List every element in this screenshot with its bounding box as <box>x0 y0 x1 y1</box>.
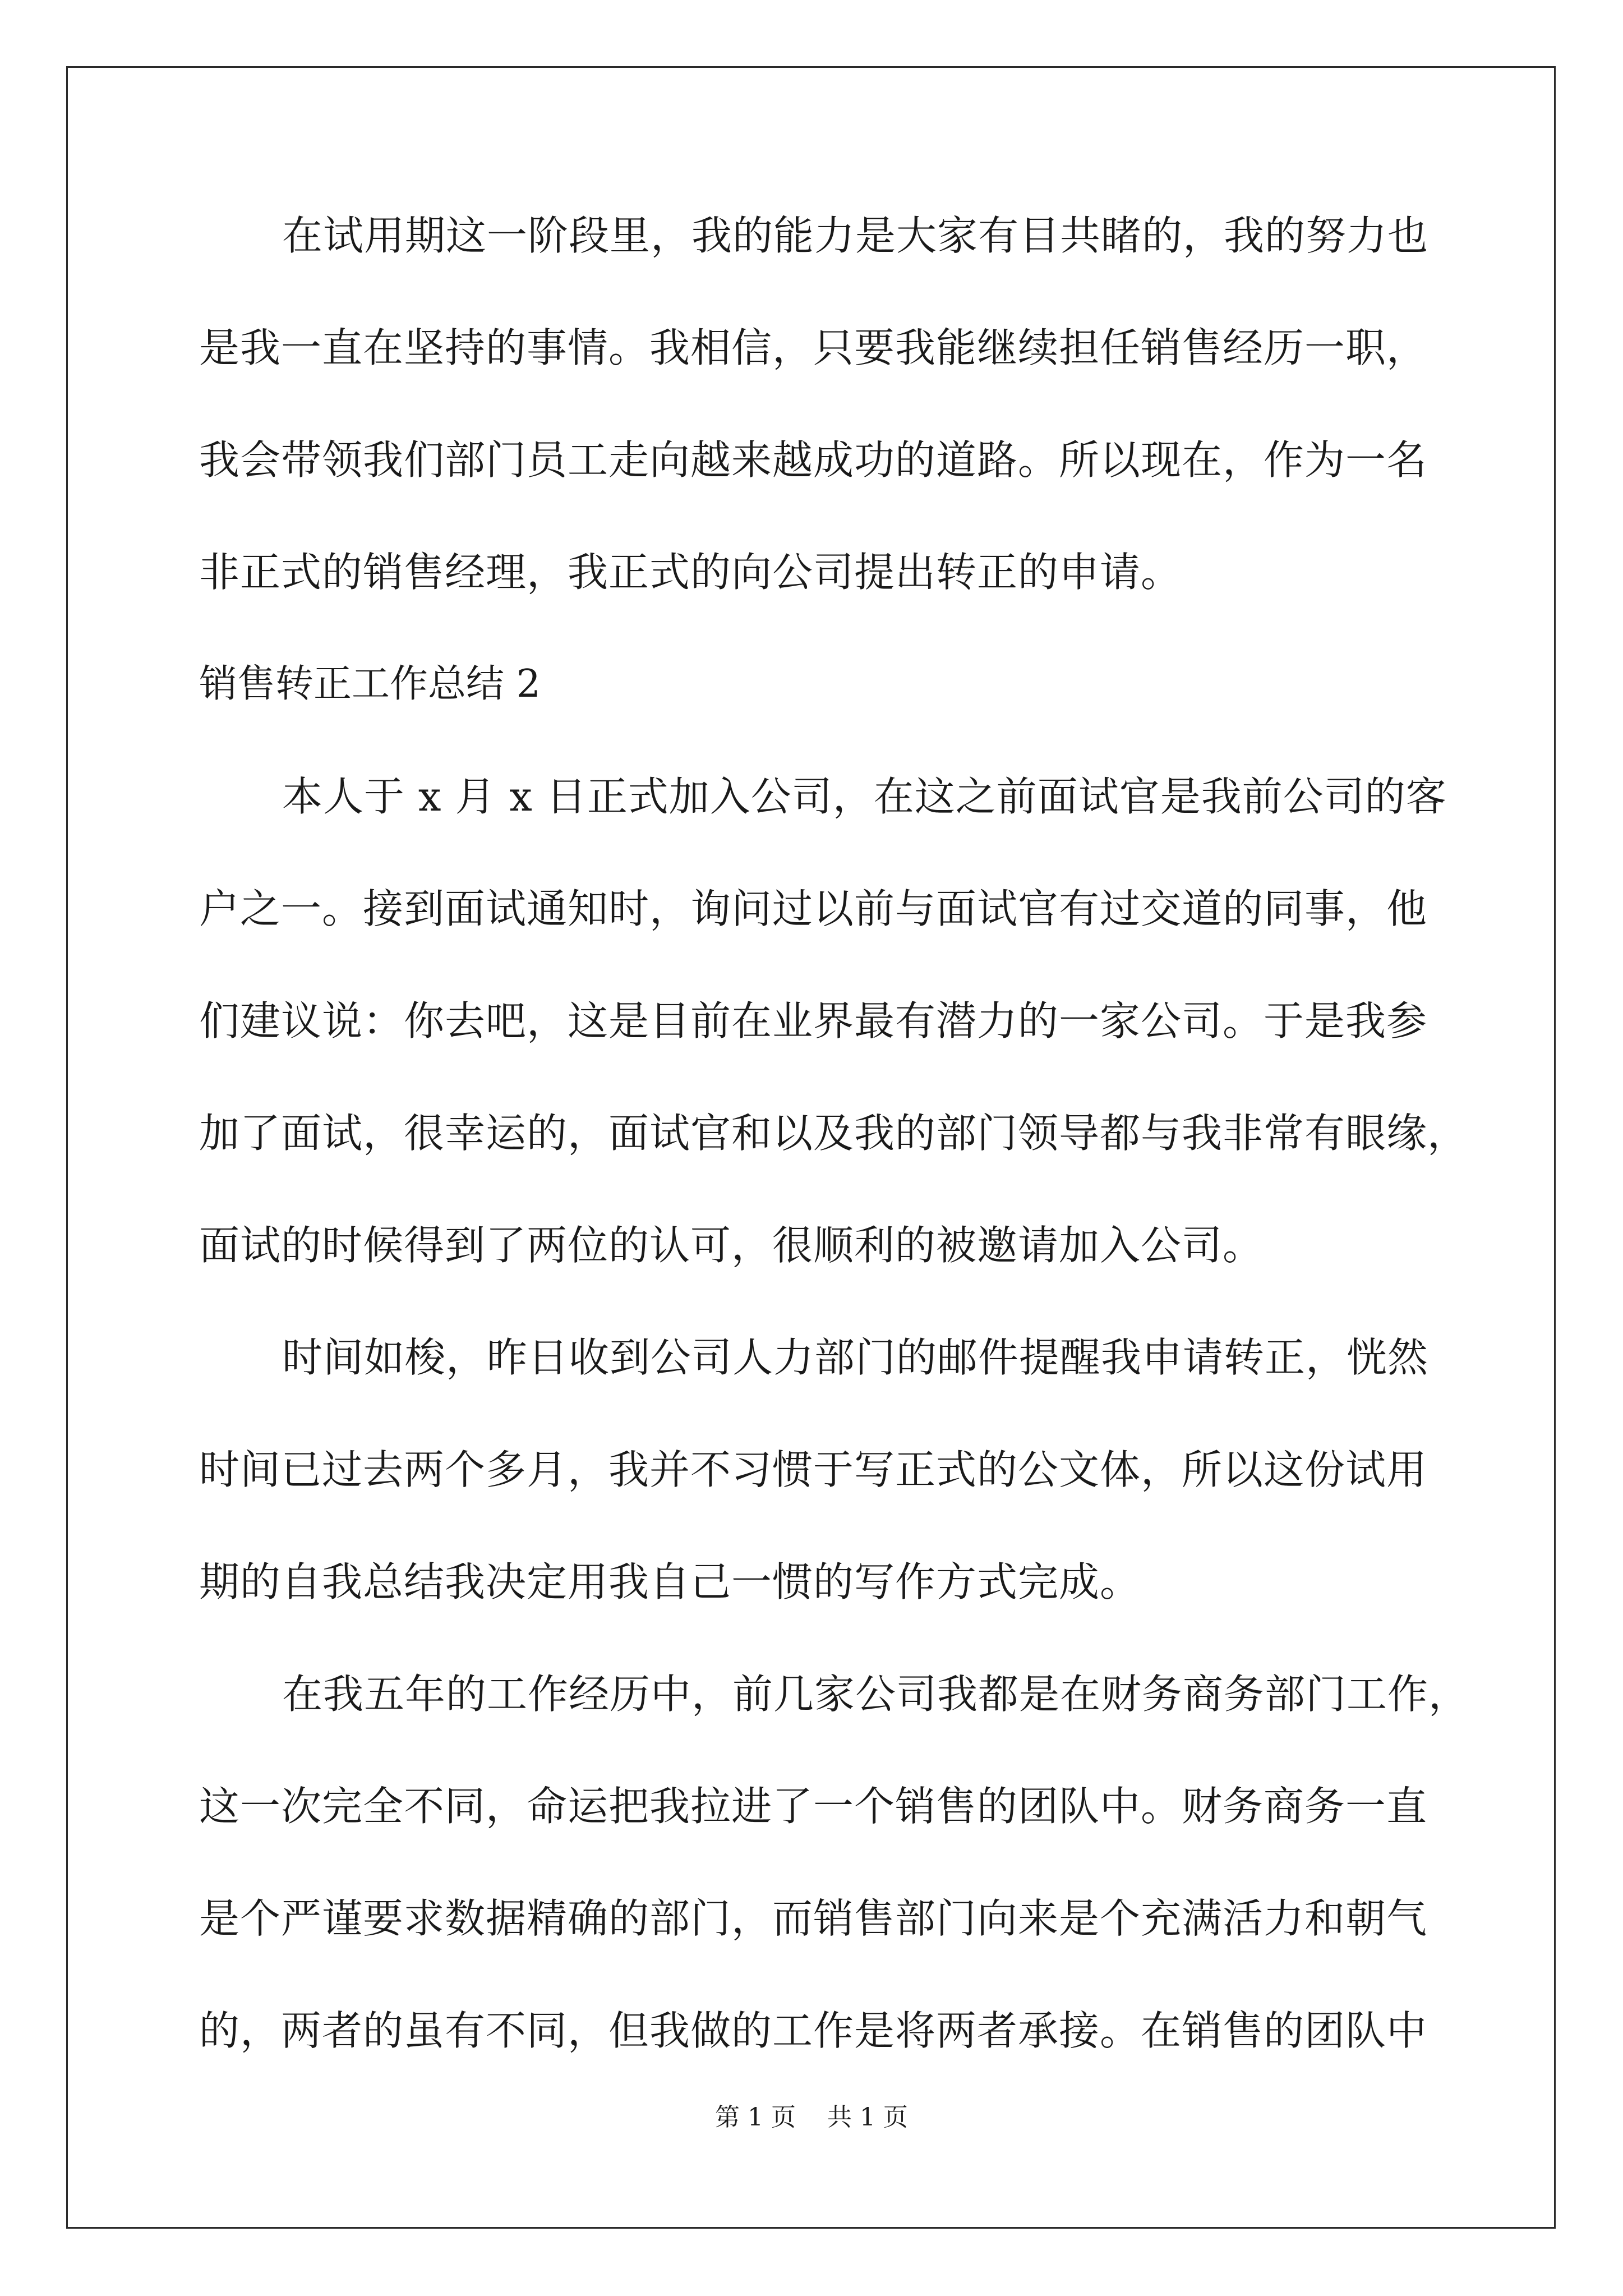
paragraph-line: 是我一直在坚持的事情。我相信，只要我能继续担任销售经历一职， <box>199 324 1428 371</box>
paragraph-line: 是个严谨要求数据精确的部门，而销售部门向来是个充满活力和朝气 <box>199 1895 1428 1942</box>
paragraph-3 <box>199 1329 1427 1666</box>
paragraph-line: 本人于 x 月 x 日正式加入公司，在这之前面试官是我前公司的客 <box>282 773 1447 820</box>
paragraph-line: 户之一。接到面试通知时，询问过以前与面试官有过交道的同事，他 <box>199 885 1428 932</box>
paragraph-line: 时间如梭，昨日收到公司人力部门的邮件提醒我申请转正，恍然 <box>282 1334 1429 1381</box>
paragraph-line: 期的自我总结我决定用我自己一惯的写作方式完成。 <box>199 1558 1141 1605</box>
paragraph-line: 在我五年的工作经历中，前几家公司我都是在财务商务部门工作， <box>282 1671 1470 1718</box>
paragraph-line: 在试用期这一阶段里，我的能力是大家有目共睹的，我的努力也 <box>282 212 1429 259</box>
page-number: 第 1 页 <box>715 2103 796 2132</box>
paragraph-line: 的，两者的虽有不同，但我做的工作是将两者承接。在销售的团队中 <box>199 2007 1428 2054</box>
paragraph-line: 这一次完全不同，命运把我拉进了一个销售的团队中。财务商务一直 <box>199 1783 1428 1830</box>
page-total: 共 1 页 <box>827 2103 908 2132</box>
paragraph-line: 时间已过去两个多月，我并不习惯于写正式的公文体，所以这份试用 <box>199 1446 1428 1493</box>
page-footer <box>0 2101 1623 2134</box>
paragraph-line: 们建议说：你去吧，这是目前在业界最有潜力的一家公司。于是我参 <box>199 997 1428 1045</box>
paragraph-1 <box>199 208 1427 656</box>
section-heading: 销售转正工作总结 2 <box>199 662 541 706</box>
paragraph-line: 面试的时候得到了两位的认可，很顺利的被邀请加入公司。 <box>199 1222 1264 1269</box>
paragraph-2 <box>199 769 1469 1329</box>
document-body <box>199 208 1470 2115</box>
paragraph-line: 非正式的销售经理，我正式的向公司提出转正的申请。 <box>199 549 1182 596</box>
paragraph-line: 加了面试，很幸运的，面试官和以及我的部门领导都与我非常有眼缘， <box>199 1110 1469 1157</box>
paragraph-line: 我会带领我们部门员工走向越来越成功的道路。所以现在，作为一名 <box>199 436 1428 484</box>
paragraph-4 <box>199 1666 1470 2115</box>
